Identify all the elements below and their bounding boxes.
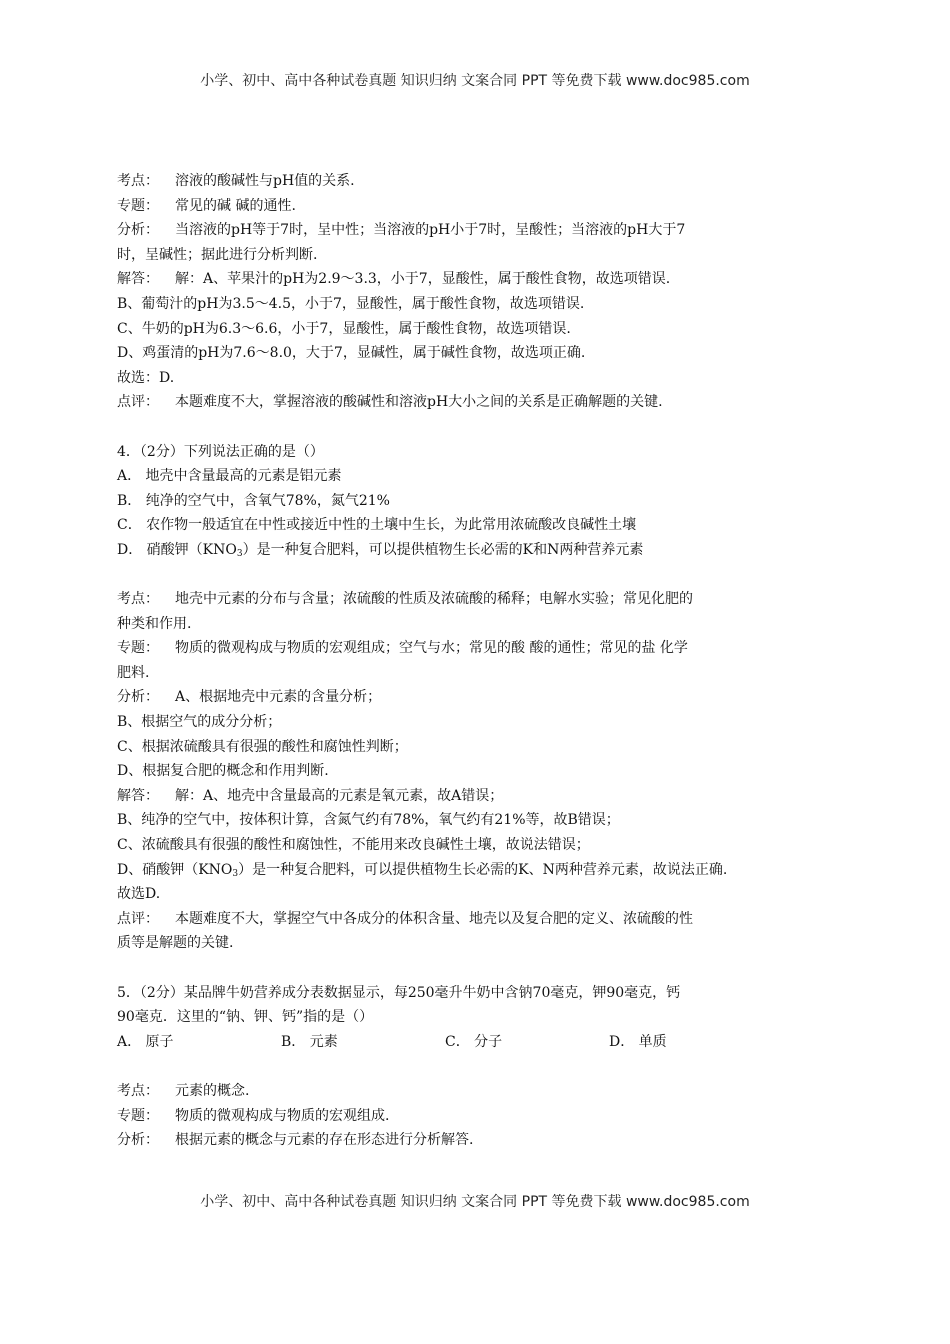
document-body <box>117 169 829 1153</box>
q4-zhuanti-cont: 肥料. <box>117 664 150 681</box>
text: ）是一种复合肥料，可以提供植物生长必需的K和N两种营养元素 <box>242 541 644 558</box>
q4-dianping-cont: 质等是解题的关键. <box>117 935 234 952</box>
label: 分析： <box>117 222 159 239</box>
q4-option-d <box>117 538 829 563</box>
q4-jieda-line: B、纯净的空气中，按体积计算，含氮气约有78%，氧气约有21%等，故B错误； <box>117 812 620 829</box>
q5-zhuanti <box>117 1104 829 1129</box>
text: 当溶液的pH等于7时，呈中性；当溶液的pH小于7时，呈酸性；当溶液的pH大于7 <box>175 222 686 239</box>
q4-fenxi-line: D、根据复合肥的概念和作用判断. <box>117 763 329 780</box>
q4-fenxi-line: C、根据浓硫酸具有很强的酸性和腐蚀性判断； <box>117 738 408 755</box>
label: 解答： <box>117 271 159 288</box>
spacer <box>117 1054 829 1079</box>
q5-option-a: A． 原子 <box>117 1033 174 1050</box>
label: 点评： <box>117 394 159 411</box>
q4-kaodian-cont: 种类和作用. <box>117 615 192 632</box>
subscript: 3 <box>236 548 243 559</box>
q3-jieda-line: B、葡萄汁的pH为3.5～4.5，小于7，显酸性，属于酸性食物，故选项错误. <box>117 295 585 312</box>
label: 点评： <box>117 910 159 927</box>
text: 本题难度不大，掌握空气中各成分的体积含量、地壳以及复合肥的定义、浓硫酸的性 <box>175 910 693 927</box>
label: 专题： <box>117 1107 159 1124</box>
text: 物质的微观构成与物质的宏观组成；空气与水；常见的酸 酸的通性；常见的盐 化学 <box>175 640 688 657</box>
text: 常见的碱 碱的通性. <box>175 197 296 214</box>
q4-stem: 4．（2分）下列说法正确的是（） <box>117 443 324 460</box>
q5-fenxi <box>117 1128 829 1153</box>
text: ）是一种复合肥料，可以提供植物生长必需的K、N两种营养元素，故说法正确. <box>238 861 728 878</box>
q5-stem-cont: 90毫克．这里的“钠、钾、钙”指的是（） <box>117 1009 374 1026</box>
text: A、根据地壳中元素的含量分析； <box>175 689 382 706</box>
q4-option-b: B． 纯净的空气中，含氧气78%，氮气21% <box>117 492 390 509</box>
q5-option-c: C． 分子 <box>445 1033 503 1050</box>
text: 物质的微观构成与物质的宏观组成. <box>175 1107 390 1124</box>
q5-stem: 5．（2分）某品牌牛奶营养成分表数据显示，每250毫升牛奶中含钠70毫克，钾90毫克，钙 <box>117 984 681 1001</box>
text: 地壳中元素的分布与含量；浓硫酸的性质及浓硫酸的稀释；电解水实验；常见化肥的 <box>175 591 693 608</box>
q4-fenxi-line: B、根据空气的成分分析； <box>117 714 282 731</box>
label: 考点： <box>117 591 159 608</box>
q4-jieda <box>117 784 829 809</box>
q3-jieda-line: D、鸡蛋清的pH为7.6～8.0，大于7，显碱性，属于碱性食物，故选项正确. <box>117 345 586 362</box>
q3-zhuanti <box>117 194 829 219</box>
q5-options <box>117 1030 829 1055</box>
page-header: 小学、初中、高中各种试卷真题 知识归纳 文案合同 PPT 等免费下载 www.doc985.com <box>200 73 750 89</box>
label: 考点： <box>117 1082 159 1099</box>
text: 解：A、地壳中含量最高的元素是氧元素，故A错误； <box>175 787 504 804</box>
q3-kaodian <box>117 169 829 194</box>
q3-dianping <box>117 390 829 415</box>
q4-answer: 故选D. <box>117 886 161 903</box>
label: 专题： <box>117 640 159 657</box>
q4-dianping <box>117 907 829 932</box>
spacer <box>117 956 829 981</box>
text: 本题难度不大，掌握溶液的酸碱性和溶液pH大小之间的关系是正确解题的关键. <box>175 394 663 411</box>
text: 元素的概念. <box>175 1082 250 1099</box>
q5-kaodian <box>117 1079 829 1104</box>
q5-option-d: D． 单质 <box>609 1033 667 1050</box>
label: 分析： <box>117 689 159 706</box>
q3-fenxi-cont: 时，呈碱性；据此进行分析判断. <box>117 246 318 263</box>
q4-option-c: C． 农作物一般适宜在中性或接近中性的土壤中生长，为此常用浓硫酸改良碱性土壤 <box>117 517 637 534</box>
q5-option-b: B． 元素 <box>281 1033 338 1050</box>
text: 解：A、苹果汁的pH为2.9～3.3，小于7，显酸性，属于酸性食物，故选项错误. <box>175 271 671 288</box>
page-footer: 小学、初中、高中各种试卷真题 知识归纳 文案合同 PPT 等免费下载 www.doc985.com <box>200 1194 750 1210</box>
label: 分析： <box>117 1132 159 1149</box>
label: 专题： <box>117 197 159 214</box>
text: D、硝酸钾（KNO <box>117 861 233 878</box>
q4-jieda-line <box>117 858 829 883</box>
q4-option-a: A． 地壳中含量最高的元素是铝元素 <box>117 468 342 485</box>
label: 解答： <box>117 787 159 804</box>
q3-jieda <box>117 267 829 292</box>
q3-answer: 故选：D. <box>117 369 175 386</box>
q4-kaodian <box>117 587 829 612</box>
spacer <box>117 563 829 588</box>
text: D． 硝酸钾（KNO <box>117 541 237 558</box>
q3-fenxi <box>117 218 829 243</box>
subscript: 3 <box>232 868 239 879</box>
q4-jieda-line: C、浓硫酸具有很强的酸性和腐蚀性，不能用来改良碱性土壤，故说法错误； <box>117 837 590 854</box>
text: 根据元素的概念与元素的存在形态进行分析解答. <box>175 1132 474 1149</box>
spacer <box>117 415 829 440</box>
text: 溶液的酸碱性与pH值的关系. <box>175 173 355 189</box>
label: 考点： <box>117 173 159 189</box>
q3-jieda-line: C、牛奶的pH为6.3～6.6，小于7，显酸性，属于酸性食物，故选项错误. <box>117 320 571 337</box>
q4-fenxi <box>117 685 829 710</box>
q4-zhuanti <box>117 636 829 661</box>
